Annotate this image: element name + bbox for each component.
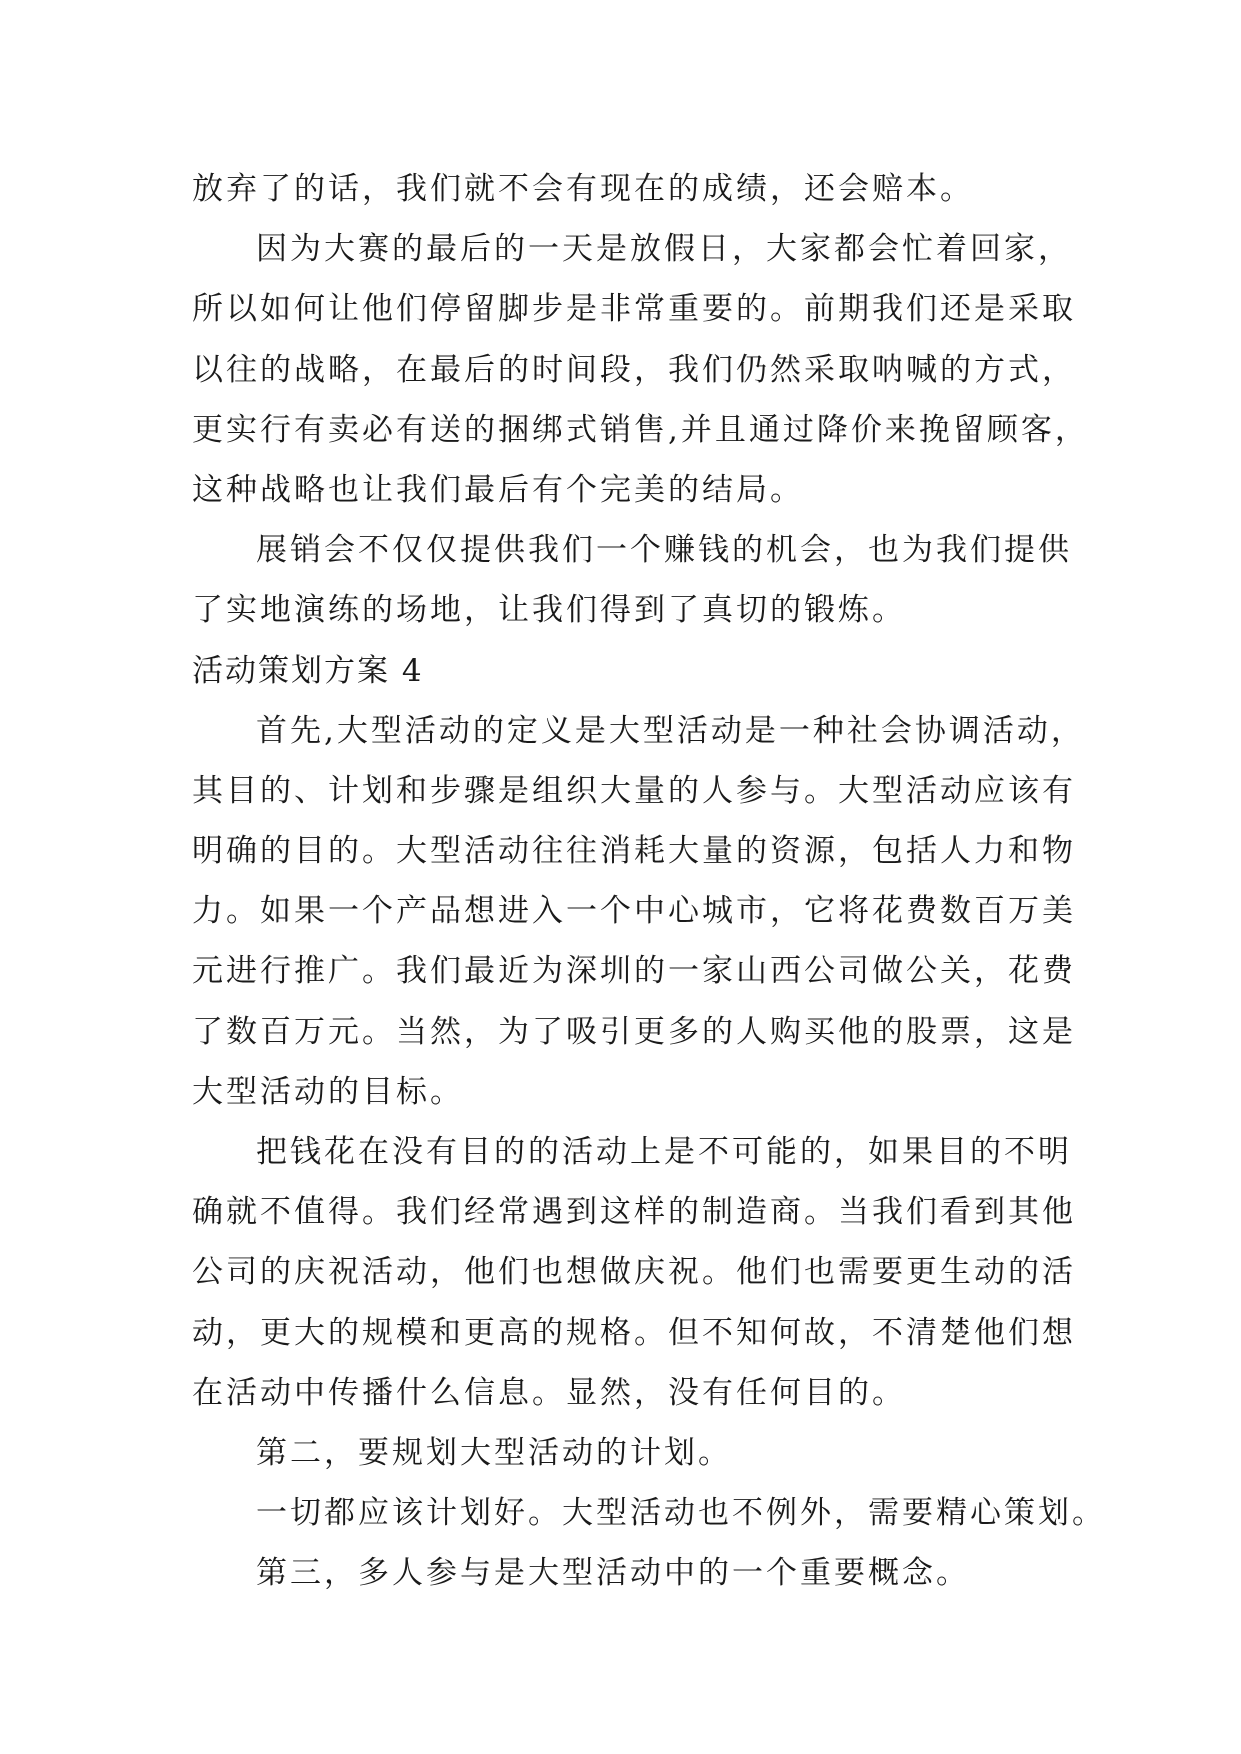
text-line-1: 放弃了的话，我们就不会有现在的成绩，还会赔本。 [192,171,974,207]
text-line-14: 元进行推广。我们最近为深圳的一家山西公司做公关，花费 [192,953,1076,990]
text-line-19: 公司的庆祝活动，他们也想做庆祝。他们也需要更生动的活 [192,1254,1076,1291]
text-line-6: 这种战略也让我们最后有个完美的结局。 [192,471,804,508]
text-line-20: 动，更大的规模和更高的规格。但不知何故，不清楚他们想 [192,1314,1076,1351]
text-line-21: 在活动中传播什么信息。显然，没有任何目的。 [192,1374,906,1411]
text-line-16: 大型活动的目标。 [192,1073,464,1110]
text-line-13: 力。如果一个产品想进入一个中心城市，它将花费数百万美 [192,893,1076,930]
text-line-7: 展销会不仅仅提供我们一个赚钱的机会，也为我们提供 [256,532,1072,569]
section-heading: 活动策划方案 4 [192,652,424,689]
text-line-23: 一切都应该计划好。大型活动也不例外，需要精心策划。 [256,1495,1106,1532]
text-line-2: 因为大赛的最后的一天是放假日，大家都会忙着回家， [256,231,1072,268]
text-line-22: 第二，要规划大型活动的计划。 [256,1434,732,1471]
text-line-10: 首先,大型活动的定义是大型活动是一种社会协调活动， [256,712,1085,749]
text-line-11: 其目的、计划和步骤是组织大量的人参与。大型活动应该有 [192,772,1076,809]
text-line-24: 第三，多人参与是大型活动中的一个重要概念。 [256,1555,970,1592]
text-line-8: 了实地演练的场地，让我们得到了真切的锻炼。 [192,592,906,629]
body-text [192,159,1106,1604]
text-line-4: 以往的战略，在最后的时间段，我们仍然采取呐喊的方式， [192,351,1076,388]
text-line-17: 把钱花在没有目的的活动上是不可能的，如果目的不明 [256,1134,1072,1170]
text-line-15: 了数百万元。当然，为了吸引更多的人购买他的股票，这是 [192,1013,1076,1050]
text-line-12: 明确的目的。大型活动往往消耗大量的资源，包括人力和物 [192,833,1076,870]
text-line-3: 所以如何让他们停留脚步是非常重要的。前期我们还是采取 [192,291,1076,328]
text-line-5: 更实行有卖必有送的捆绑式销售,并且通过降价来挽留顾客， [192,411,1089,448]
text-line-18: 确就不值得。我们经常遇到这样的制造商。当我们看到其他 [192,1194,1076,1231]
